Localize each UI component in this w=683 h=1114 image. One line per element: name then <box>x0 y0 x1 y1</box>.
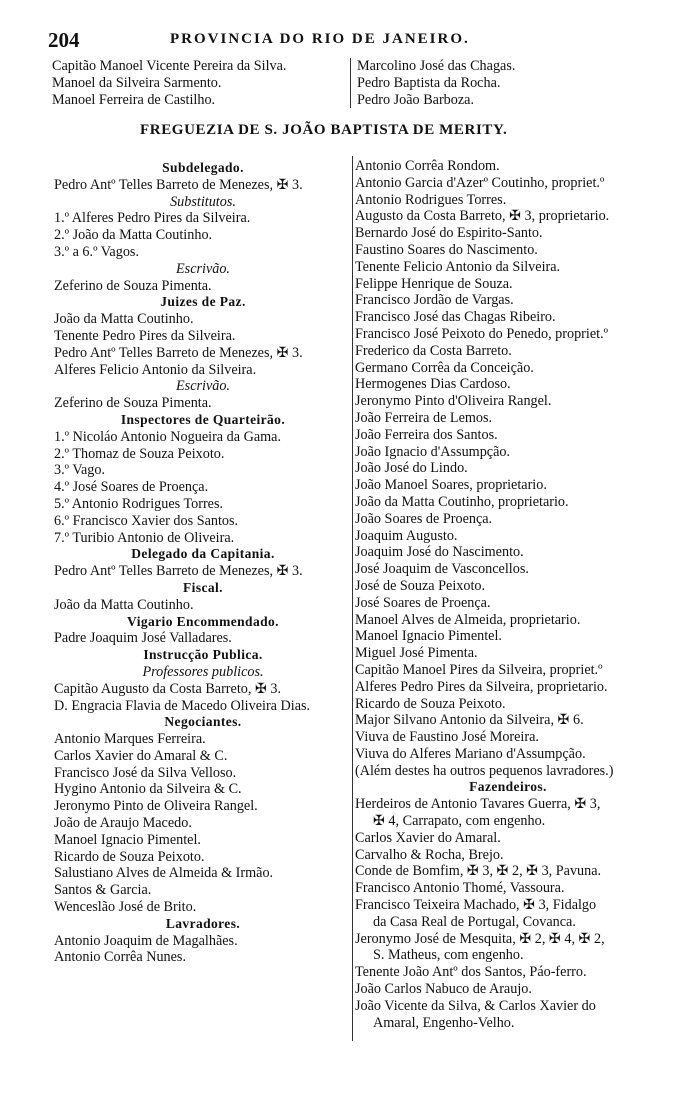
list-item: Tenente João Antº dos Santos, Páo-ferro. <box>355 964 587 981</box>
list-item: João Soares de Proença. <box>355 510 493 527</box>
list-item: João da Matta Coutinho. <box>54 311 194 328</box>
list-item: Carlos Xavier do Amaral & C. <box>54 747 228 764</box>
list-item: João Vicente da Silva, & Carlos Xavier do <box>355 997 596 1014</box>
negociantes-heading: Negociantes. <box>164 714 242 730</box>
list-item: 1.º Nicoláo Antonio Nogueira da Gama. <box>54 428 282 445</box>
list-item: Viuva de Faustino José Moreira. <box>355 729 539 746</box>
page-number: 204 <box>48 28 80 52</box>
list-item: 2.º Thomaz de Souza Peixoto. <box>54 445 225 462</box>
list-item: Carvalho & Rocha, Brejo. <box>355 846 504 863</box>
list-item: Jeronymo Pinto de Oliveira Rangel. <box>54 798 258 815</box>
list-item: Miguel José Pimenta. <box>355 645 478 662</box>
vigario-heading: Vigario Encommendado. <box>127 613 279 629</box>
list-item: Antonio Marques Ferreira. <box>54 731 206 748</box>
list-item: Antonio Garcia d'Azerº Coutinho, propriet.º <box>355 174 605 191</box>
list-item: Capitão Augusto da Costa Barreto, ✠ 3. <box>54 680 282 697</box>
list-item: Padre Joaquim José Valladares. <box>54 630 232 647</box>
list-item: Francisco José Peixoto do Penedo, propriet.º <box>355 325 609 342</box>
instrucao-heading: Instrucção Publica. <box>143 647 263 663</box>
list-item: João Manoel Soares, proprietario. <box>355 477 547 494</box>
list-item: Antonio Rodrigues Torres. <box>355 191 507 208</box>
page-header <box>48 28 648 52</box>
list-item: Bernardo José do Espirito-Santo. <box>355 225 543 242</box>
list-item: João Ferreira dos Santos. <box>355 426 498 443</box>
fiscal-heading: Fiscal. <box>183 579 223 595</box>
list-item: Manoel Alves de Almeida, proprietario. <box>355 611 581 628</box>
list-item: João da Matta Coutinho, proprietario. <box>355 493 569 510</box>
left-column <box>54 160 352 966</box>
list-item: Hygino Antonio da Silveira & C. <box>54 781 242 798</box>
list-item: Conde de Bomfim, ✠ 3, ✠ 2, ✠ 3, Pavuna. <box>355 863 602 880</box>
list-item: José de Souza Peixoto. <box>355 577 486 594</box>
list-item: (Além destes ha outros pequenos lavradores.) <box>355 762 614 779</box>
list-item: Pedro João Barboza. <box>357 91 475 108</box>
list-item: Pedro Antº Telles Barreto de Menezes, ✠ 3. <box>54 563 303 580</box>
list-item: João Ignacio d'Assumpção. <box>355 443 511 460</box>
list-item: Capitão Manoel Vicente Pereira da Silva. <box>52 58 287 74</box>
list-item: Wenceslão José de Brito. <box>54 899 197 916</box>
list-item: 6.º Francisco Xavier dos Santos. <box>54 512 239 529</box>
list-item: Francisco José da Silva Velloso. <box>54 764 237 781</box>
top-left-list <box>52 58 347 108</box>
list-item: Tenente Felicio Antonio da Silveira. <box>355 258 561 275</box>
list-item: Francisco Antonio Thomé, Vassoura. <box>355 880 565 897</box>
list-item: Ricardo de Souza Peixoto. <box>54 848 205 865</box>
list-item: Zeferino de Souza Pimenta. <box>54 395 212 412</box>
list-item: Herdeiros de Antonio Tavares Guerra, ✠ 3, <box>355 796 601 813</box>
list-item: Hermogenes Dias Cardoso. <box>355 376 511 393</box>
list-item: Tenente Pedro Pires da Silveira. <box>54 327 236 344</box>
list-item: João de Araujo Macedo. <box>54 815 192 832</box>
professores-heading: Professores publicos. <box>142 663 264 680</box>
list-item: Manoel Ignacio Pimentel. <box>54 831 201 848</box>
column-divider <box>350 58 351 108</box>
list-item: Germano Corrêa da Conceição. <box>355 359 534 376</box>
list-item: Francisco José das Chagas Ribeiro. <box>355 309 556 326</box>
list-item: Ricardo de Souza Peixoto. <box>355 695 506 712</box>
list-item: 5.º Antonio Rodrigues Torres. <box>54 495 224 512</box>
list-item: S. Matheus, com engenho. <box>373 947 524 964</box>
escrivao-heading: Escrivão. <box>176 378 230 395</box>
list-item: Joaquim José do Nascimento. <box>355 544 524 561</box>
fazendeiros-heading: Fazendeiros. <box>469 779 547 795</box>
list-item: Antonio Joaquim de Magalhães. <box>54 932 238 949</box>
list-item: Felippe Henrique de Souza. <box>355 275 513 292</box>
substitutos-heading: Substitutos. <box>170 193 236 210</box>
list-item: 1.º Alferes Pedro Pires da Silveira. <box>54 210 251 227</box>
list-item: Alferes Felicio Antonio da Silveira. <box>54 361 257 378</box>
right-column <box>355 158 661 1031</box>
list-item: Pedro Antº Telles Barreto de Menezes, ✠ 3. <box>54 344 303 361</box>
list-item: 2.º João da Matta Coutinho. <box>54 227 213 244</box>
list-item: João José do Lindo. <box>355 460 468 477</box>
list-item: Faustino Soares do Nascimento. <box>355 241 538 258</box>
list-item: Zeferino de Souza Pimenta. <box>54 277 212 294</box>
list-item: Augusto da Costa Barreto, ✠ 3, proprietario. <box>355 208 610 225</box>
subdelegado-heading: Subdelegado. <box>162 160 244 175</box>
section-title: FREGUEZIA DE S. JOÃO BAPTISTA DE MERITY. <box>140 122 508 138</box>
delegado-heading: Delegado da Capitania. <box>131 546 275 562</box>
list-item: Viuva do Alferes Mariano d'Assumpção. <box>355 745 586 762</box>
list-item: Francisco Teixeira Machado, ✠ 3, Fidalgo <box>355 897 597 914</box>
list-item: João Ferreira de Lemos. <box>355 409 493 426</box>
list-item: Joaquim Augusto. <box>355 527 458 544</box>
list-item: João da Matta Coutinho. <box>54 596 194 613</box>
list-item: Salustiano Alves de Almeida & Irmão. <box>54 865 274 882</box>
list-item: Frederico da Costa Barreto. <box>355 342 512 359</box>
list-item: Jeronymo José de Mesquita, ✠ 2, ✠ 4, ✠ 2, <box>355 930 605 947</box>
inspectores-heading: Inspectores de Quarteirão. <box>120 411 286 427</box>
escrivao-heading: Escrivão. <box>176 260 230 277</box>
column-divider <box>352 156 353 1041</box>
list-item: 7.º Turibio Antonio de Oliveira. <box>54 529 235 546</box>
list-item: Francisco Jordão de Vargas. <box>355 292 514 309</box>
list-item: 3.º a 6.º Vagos. <box>54 243 139 260</box>
list-item: Pedro Baptista da Rocha. <box>357 74 501 91</box>
top-right-list <box>357 58 657 108</box>
list-item: 4.º José Soares de Proença. <box>54 479 209 496</box>
list-item: Alferes Pedro Pires da Silveira, proprietario. <box>355 678 608 695</box>
list-item: da Casa Real de Portugal, Covanca. <box>373 913 576 930</box>
list-item: Manoel Ignacio Pimentel. <box>355 628 502 645</box>
list-item: Major Silvano Antonio da Silveira, ✠ 6. <box>355 712 584 729</box>
list-item: 3.º Vago. <box>54 462 106 479</box>
list-item: Manoel Ferreira de Castilho. <box>52 91 216 108</box>
list-item: José Joaquim de Vasconcellos. <box>355 561 529 578</box>
list-item: Capitão Manoel Pires da Silveira, propriet.º <box>355 661 603 678</box>
list-item: Antonio Corrêa Rondom. <box>355 158 500 174</box>
list-item: Manoel da Silveira Sarmento. <box>52 74 222 91</box>
list-item: ✠ 4, Carrapato, com engenho. <box>373 813 546 830</box>
list-item: Pedro Antº Telles Barreto de Menezes, ✠ 3. <box>54 176 303 193</box>
running-title: PROVINCIA DO RIO DE JANEIRO. <box>170 31 470 47</box>
list-item: Carlos Xavier do Amaral. <box>355 829 501 846</box>
list-item: Santos & Garcia. <box>54 882 152 899</box>
list-item: Marcolino José das Chagas. <box>357 58 516 74</box>
lavradores-heading: Lavradores. <box>165 915 241 931</box>
list-item: Jeronymo Pinto d'Oliveira Rangel. <box>355 393 552 410</box>
juizes-heading: Juizes de Paz. <box>160 294 246 310</box>
list-item: João Carlos Nabuco de Araujo. <box>355 981 532 998</box>
list-item: José Soares de Proença. <box>355 594 491 611</box>
list-item: D. Engracia Flavia de Macedo Oliveira Dias. <box>54 697 311 714</box>
list-item: Antonio Corrêa Nunes. <box>54 949 186 966</box>
list-item: Amaral, Engenho-Velho. <box>373 1014 515 1031</box>
